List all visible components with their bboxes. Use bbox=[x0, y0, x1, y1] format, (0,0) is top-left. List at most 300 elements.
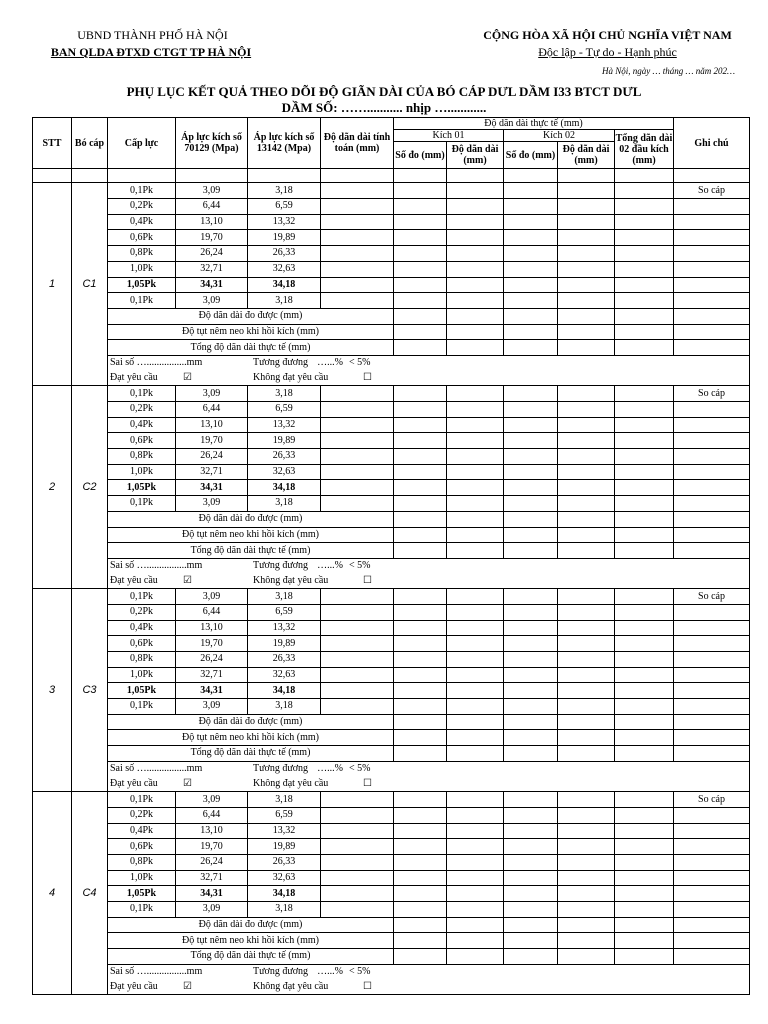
value-cell bbox=[504, 683, 558, 699]
value-cell bbox=[615, 620, 674, 636]
value-cell bbox=[558, 402, 615, 418]
value-cell bbox=[615, 933, 674, 949]
value-cell bbox=[615, 823, 674, 839]
note-cell bbox=[674, 527, 750, 543]
col-bo-cap: Bó cáp bbox=[72, 118, 108, 169]
value-cell bbox=[447, 417, 504, 433]
pass-label: Đạt yêu cầu bbox=[110, 371, 158, 383]
note-cell bbox=[674, 511, 750, 527]
force-level-cell: 1,05Pk bbox=[108, 683, 176, 699]
value-cell bbox=[394, 277, 447, 293]
error-cell bbox=[108, 355, 750, 370]
value-cell bbox=[394, 340, 447, 356]
value-cell bbox=[615, 714, 674, 730]
force-level-cell: 0,8Pk bbox=[108, 246, 176, 262]
pressure-1-cell: 32,71 bbox=[176, 870, 248, 886]
value-cell bbox=[321, 620, 394, 636]
value-cell bbox=[615, 527, 674, 543]
value-cell bbox=[321, 433, 394, 449]
value-cell bbox=[558, 480, 615, 496]
value-cell bbox=[504, 620, 558, 636]
value-cell bbox=[504, 246, 558, 262]
force-level-cell: 1,0Pk bbox=[108, 870, 176, 886]
value-cell bbox=[558, 620, 615, 636]
percent-value: …...% bbox=[317, 560, 343, 572]
value-cell bbox=[447, 683, 504, 699]
col-stt: STT bbox=[33, 118, 72, 169]
pressure-2-cell: 34,18 bbox=[248, 683, 321, 699]
cable-cell: C3 bbox=[72, 589, 108, 792]
error-cell bbox=[108, 558, 750, 573]
value-cell bbox=[447, 324, 504, 340]
value-cell bbox=[447, 792, 504, 808]
value-cell bbox=[394, 496, 447, 512]
value-cell bbox=[558, 839, 615, 855]
note-cell bbox=[674, 199, 750, 215]
value-cell bbox=[558, 246, 615, 262]
value-cell bbox=[394, 589, 447, 605]
pressure-1-cell: 13,10 bbox=[176, 417, 248, 433]
col-kich01: Kích 01 bbox=[394, 130, 504, 142]
note-cell bbox=[674, 870, 750, 886]
value-cell bbox=[558, 870, 615, 886]
summary-row bbox=[33, 730, 750, 746]
table-row bbox=[33, 902, 750, 918]
value-cell bbox=[447, 902, 504, 918]
summary-label: Độ dãn dài đo được (mm) bbox=[108, 308, 394, 324]
force-level-cell: 0,1Pk bbox=[108, 589, 176, 605]
note-cell bbox=[674, 699, 750, 715]
pressure-1-cell: 13,10 bbox=[176, 620, 248, 636]
value-cell bbox=[321, 386, 394, 402]
value-cell bbox=[394, 652, 447, 668]
table-row bbox=[33, 870, 750, 886]
value-cell bbox=[558, 293, 615, 309]
pressure-1-cell: 6,44 bbox=[176, 807, 248, 823]
fail-checkbox-icon[interactable]: ☐ bbox=[363, 371, 372, 383]
value-cell bbox=[394, 807, 447, 823]
value-cell bbox=[447, 511, 504, 527]
value-cell bbox=[321, 854, 394, 870]
value-cell bbox=[394, 730, 447, 746]
force-level-cell: 1,05Pk bbox=[108, 886, 176, 902]
value-cell bbox=[558, 199, 615, 215]
pressure-1-cell: 19,70 bbox=[176, 839, 248, 855]
value-cell bbox=[558, 543, 615, 559]
value-cell bbox=[447, 480, 504, 496]
value-cell bbox=[394, 543, 447, 559]
value-cell bbox=[558, 417, 615, 433]
document-subtitle: DẦM SỐ: ……........... nhịp …............ bbox=[281, 100, 487, 115]
value-cell bbox=[321, 636, 394, 652]
pressure-1-cell: 34,31 bbox=[176, 886, 248, 902]
pressure-2-cell: 32,63 bbox=[248, 464, 321, 480]
value-cell bbox=[321, 589, 394, 605]
value-cell bbox=[504, 917, 558, 933]
force-level-cell: 0,1Pk bbox=[108, 792, 176, 808]
table-row bbox=[33, 246, 750, 262]
value-cell bbox=[504, 464, 558, 480]
pressure-1-cell: 3,09 bbox=[176, 902, 248, 918]
note-cell bbox=[674, 496, 750, 512]
pass-checkbox-icon[interactable]: ☑ bbox=[183, 371, 192, 383]
note-cell bbox=[674, 683, 750, 699]
pressure-1-cell: 3,09 bbox=[176, 386, 248, 402]
pressure-2-cell: 32,63 bbox=[248, 667, 321, 683]
value-cell bbox=[394, 604, 447, 620]
value-cell bbox=[447, 199, 504, 215]
value-cell bbox=[615, 480, 674, 496]
note-cell bbox=[674, 277, 750, 293]
value-cell bbox=[394, 261, 447, 277]
value-cell bbox=[615, 699, 674, 715]
value-cell bbox=[321, 792, 394, 808]
value-cell bbox=[394, 886, 447, 902]
pressure-2-cell: 19,89 bbox=[248, 433, 321, 449]
table-row bbox=[33, 449, 750, 465]
error-text: Sai số …................mm bbox=[110, 966, 203, 978]
error-row bbox=[33, 355, 750, 370]
value-cell bbox=[558, 261, 615, 277]
summary-label: Độ tụt nêm neo khi hồi kích (mm) bbox=[108, 933, 394, 949]
pressure-2-cell: 26,33 bbox=[248, 449, 321, 465]
value-cell bbox=[394, 949, 447, 965]
value-cell bbox=[447, 652, 504, 668]
value-cell bbox=[321, 480, 394, 496]
note-cell bbox=[674, 340, 750, 356]
fail-checkbox-icon[interactable]: ☐ bbox=[363, 777, 372, 789]
value-cell bbox=[394, 636, 447, 652]
value-cell bbox=[615, 308, 674, 324]
pressure-2-cell: 19,89 bbox=[248, 230, 321, 246]
col-so-do-1: Số đo (mm) bbox=[394, 142, 447, 169]
pass-label: Đạt yêu cầu bbox=[110, 574, 158, 586]
note-cell bbox=[674, 917, 750, 933]
table-row bbox=[33, 386, 750, 402]
equiv-label: Tương đương bbox=[253, 357, 309, 369]
pressure-1-cell: 32,71 bbox=[176, 667, 248, 683]
pressure-2-cell: 32,63 bbox=[248, 261, 321, 277]
value-cell bbox=[504, 417, 558, 433]
value-cell bbox=[504, 199, 558, 215]
value-cell bbox=[615, 730, 674, 746]
value-cell bbox=[447, 464, 504, 480]
value-cell bbox=[447, 854, 504, 870]
value-cell bbox=[615, 604, 674, 620]
value-cell bbox=[447, 807, 504, 823]
value-cell bbox=[558, 730, 615, 746]
value-cell bbox=[615, 214, 674, 230]
value-cell bbox=[504, 933, 558, 949]
value-cell bbox=[447, 449, 504, 465]
pressure-2-cell: 6,59 bbox=[248, 199, 321, 215]
value-cell bbox=[558, 792, 615, 808]
pressure-1-cell: 26,24 bbox=[176, 652, 248, 668]
value-cell bbox=[558, 464, 615, 480]
value-cell bbox=[615, 324, 674, 340]
value-cell bbox=[615, 870, 674, 886]
value-cell bbox=[615, 496, 674, 512]
force-level-cell: 0,4Pk bbox=[108, 417, 176, 433]
table-row bbox=[33, 480, 750, 496]
value-cell bbox=[504, 230, 558, 246]
value-cell bbox=[447, 308, 504, 324]
value-cell bbox=[615, 636, 674, 652]
value-cell bbox=[615, 886, 674, 902]
force-level-cell: 0,6Pk bbox=[108, 636, 176, 652]
value-cell bbox=[504, 714, 558, 730]
table-row bbox=[33, 433, 750, 449]
note-cell bbox=[674, 543, 750, 559]
pass-cell bbox=[108, 574, 750, 589]
value-cell bbox=[504, 652, 558, 668]
value-cell bbox=[394, 870, 447, 886]
value-cell bbox=[394, 839, 447, 855]
cable-cell: C2 bbox=[72, 386, 108, 589]
table-row bbox=[33, 620, 750, 636]
value-cell bbox=[394, 246, 447, 262]
pressure-2-cell: 19,89 bbox=[248, 636, 321, 652]
pressure-2-cell: 13,32 bbox=[248, 417, 321, 433]
value-cell bbox=[615, 652, 674, 668]
note-cell bbox=[674, 854, 750, 870]
value-cell bbox=[615, 199, 674, 215]
note-cell bbox=[674, 214, 750, 230]
fail-checkbox-icon[interactable]: ☐ bbox=[363, 574, 372, 586]
value-cell bbox=[394, 417, 447, 433]
stt-cell: 2 bbox=[33, 386, 72, 589]
table-row bbox=[33, 699, 750, 715]
value-cell bbox=[615, 230, 674, 246]
value-cell bbox=[504, 636, 558, 652]
value-cell bbox=[615, 917, 674, 933]
value-cell bbox=[558, 886, 615, 902]
force-level-cell: 0,4Pk bbox=[108, 620, 176, 636]
value-cell bbox=[558, 511, 615, 527]
pressure-2-cell: 13,32 bbox=[248, 823, 321, 839]
note-cell bbox=[674, 293, 750, 309]
force-level-cell: 0,2Pk bbox=[108, 199, 176, 215]
value-cell bbox=[504, 839, 558, 855]
summary-label: Tổng độ dãn dài thực tế (mm) bbox=[108, 746, 394, 762]
table-row bbox=[33, 823, 750, 839]
value-cell bbox=[504, 949, 558, 965]
col-tong: Tổng dãn dài 02 đầu kích (mm) bbox=[615, 130, 674, 169]
table-row bbox=[33, 604, 750, 620]
pass-label: Đạt yêu cầu bbox=[110, 980, 158, 992]
pressure-1-cell: 19,70 bbox=[176, 230, 248, 246]
error-row bbox=[33, 964, 750, 979]
value-cell bbox=[504, 543, 558, 559]
value-cell bbox=[447, 589, 504, 605]
value-cell bbox=[558, 714, 615, 730]
value-cell bbox=[504, 293, 558, 309]
pressure-1-cell: 3,09 bbox=[176, 496, 248, 512]
col-tinh-toan: Độ dãn dài tính toán (mm) bbox=[321, 118, 394, 169]
pass-cell bbox=[108, 777, 750, 792]
value-cell bbox=[558, 683, 615, 699]
value-cell bbox=[447, 886, 504, 902]
elongation-table bbox=[32, 117, 750, 995]
value-cell bbox=[447, 933, 504, 949]
force-level-cell: 0,8Pk bbox=[108, 854, 176, 870]
pressure-1-cell: 6,44 bbox=[176, 199, 248, 215]
value-cell bbox=[447, 730, 504, 746]
summary-row bbox=[33, 949, 750, 965]
value-cell bbox=[394, 293, 447, 309]
pressure-1-cell: 34,31 bbox=[176, 480, 248, 496]
value-cell bbox=[321, 230, 394, 246]
force-level-cell: 0,1Pk bbox=[108, 183, 176, 199]
col-ap-luc-1: Áp lực kích số 70129 (Mpa) bbox=[176, 118, 248, 169]
pressure-1-cell: 19,70 bbox=[176, 636, 248, 652]
table-row bbox=[33, 417, 750, 433]
stt-cell: 1 bbox=[33, 183, 72, 386]
note-cell bbox=[674, 261, 750, 277]
value-cell bbox=[558, 496, 615, 512]
summary-row bbox=[33, 511, 750, 527]
value-cell bbox=[615, 792, 674, 808]
value-cell bbox=[394, 386, 447, 402]
summary-label: Độ dãn dài đo được (mm) bbox=[108, 511, 394, 527]
table-row bbox=[33, 636, 750, 652]
value-cell bbox=[615, 464, 674, 480]
value-cell bbox=[447, 949, 504, 965]
value-cell bbox=[615, 417, 674, 433]
value-cell bbox=[615, 183, 674, 199]
value-cell bbox=[321, 214, 394, 230]
table-row bbox=[33, 261, 750, 277]
force-level-cell: 1,05Pk bbox=[108, 480, 176, 496]
percent-value: …...% bbox=[317, 357, 343, 369]
value-cell bbox=[394, 183, 447, 199]
value-cell bbox=[615, 511, 674, 527]
col-ap-luc-2: Áp lực kích số 13142 (Mpa) bbox=[248, 118, 321, 169]
pressure-2-cell: 3,18 bbox=[248, 902, 321, 918]
note-cell: So cáp bbox=[674, 183, 750, 199]
fail-checkbox-icon[interactable]: ☐ bbox=[363, 980, 372, 992]
force-level-cell: 0,1Pk bbox=[108, 496, 176, 512]
pressure-2-cell: 3,18 bbox=[248, 699, 321, 715]
fail-label: Không đạt yêu cầu bbox=[253, 574, 329, 586]
value-cell bbox=[447, 340, 504, 356]
value-cell bbox=[504, 340, 558, 356]
org-name-line1: UBND THÀNH PHỐ HÀ NỘI bbox=[77, 28, 228, 42]
value-cell bbox=[504, 870, 558, 886]
value-cell bbox=[321, 667, 394, 683]
limit-label: < 5% bbox=[349, 763, 371, 775]
value-cell bbox=[394, 917, 447, 933]
value-cell bbox=[447, 261, 504, 277]
value-cell bbox=[447, 496, 504, 512]
stt-cell: 4 bbox=[33, 792, 72, 995]
force-level-cell: 0,1Pk bbox=[108, 699, 176, 715]
note-cell bbox=[674, 949, 750, 965]
org-name-line2: BAN QLDA ĐTXD CTGT TP HÀ NỘI bbox=[50, 45, 252, 59]
table-row bbox=[33, 839, 750, 855]
value-cell bbox=[447, 870, 504, 886]
pressure-1-cell: 3,09 bbox=[176, 183, 248, 199]
value-cell bbox=[447, 667, 504, 683]
value-cell bbox=[504, 807, 558, 823]
value-cell bbox=[321, 199, 394, 215]
fail-label: Không đạt yêu cầu bbox=[253, 980, 329, 992]
fail-label: Không đạt yêu cầu bbox=[253, 371, 329, 383]
value-cell bbox=[615, 949, 674, 965]
note-cell bbox=[674, 433, 750, 449]
table-row bbox=[33, 199, 750, 215]
value-cell bbox=[615, 807, 674, 823]
error-text: Sai số …................mm bbox=[110, 560, 203, 572]
value-cell bbox=[558, 902, 615, 918]
note-cell bbox=[674, 667, 750, 683]
note-cell bbox=[674, 902, 750, 918]
note-cell bbox=[674, 246, 750, 262]
pressure-2-cell: 13,32 bbox=[248, 620, 321, 636]
summary-label: Độ tụt nêm neo khi hồi kích (mm) bbox=[108, 324, 394, 340]
pressure-2-cell: 6,59 bbox=[248, 604, 321, 620]
fail-label: Không đạt yêu cầu bbox=[253, 777, 329, 789]
summary-label: Độ dãn dài đo được (mm) bbox=[108, 714, 394, 730]
value-cell bbox=[558, 823, 615, 839]
force-level-cell: 0,8Pk bbox=[108, 652, 176, 668]
summary-row bbox=[33, 340, 750, 356]
error-text: Sai số …................mm bbox=[110, 763, 203, 775]
value-cell bbox=[615, 683, 674, 699]
table-row bbox=[33, 230, 750, 246]
value-cell bbox=[504, 886, 558, 902]
value-cell bbox=[394, 699, 447, 715]
pass-checkbox-icon[interactable]: ☑ bbox=[183, 980, 192, 992]
equiv-label: Tương đương bbox=[253, 966, 309, 978]
pressure-1-cell: 3,09 bbox=[176, 699, 248, 715]
value-cell bbox=[394, 746, 447, 762]
pass-cell bbox=[108, 979, 750, 994]
value-cell bbox=[558, 652, 615, 668]
limit-label: < 5% bbox=[349, 966, 371, 978]
value-cell bbox=[447, 277, 504, 293]
col-so-do-2: Số đo (mm) bbox=[504, 142, 558, 169]
value-cell bbox=[394, 214, 447, 230]
note-cell bbox=[674, 308, 750, 324]
pressure-2-cell: 34,18 bbox=[248, 886, 321, 902]
pass-checkbox-icon[interactable]: ☑ bbox=[183, 574, 192, 586]
value-cell bbox=[558, 277, 615, 293]
force-level-cell: 0,1Pk bbox=[108, 293, 176, 309]
value-cell bbox=[321, 246, 394, 262]
pass-checkbox-icon[interactable]: ☑ bbox=[183, 777, 192, 789]
value-cell bbox=[504, 854, 558, 870]
force-level-cell: 0,6Pk bbox=[108, 839, 176, 855]
value-cell bbox=[447, 823, 504, 839]
value-cell bbox=[394, 464, 447, 480]
pass-row bbox=[33, 777, 750, 792]
value-cell bbox=[504, 699, 558, 715]
pressure-1-cell: 34,31 bbox=[176, 683, 248, 699]
value-cell bbox=[394, 823, 447, 839]
value-cell bbox=[321, 870, 394, 886]
note-cell bbox=[674, 714, 750, 730]
cable-cell: C1 bbox=[72, 183, 108, 386]
pressure-1-cell: 19,70 bbox=[176, 433, 248, 449]
summary-label: Độ tụt nêm neo khi hồi kích (mm) bbox=[108, 527, 394, 543]
pressure-1-cell: 6,44 bbox=[176, 402, 248, 418]
value-cell bbox=[504, 402, 558, 418]
value-cell bbox=[321, 402, 394, 418]
table-row bbox=[33, 683, 750, 699]
col-do-dan-2: Độ dãn dài (mm) bbox=[558, 142, 615, 169]
table-row bbox=[33, 277, 750, 293]
